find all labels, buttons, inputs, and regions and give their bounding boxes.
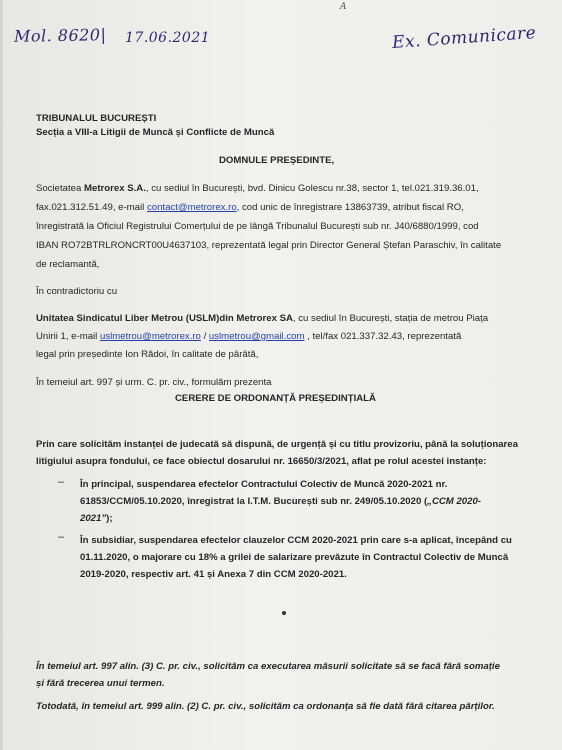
claimant-line-4: IBAN RO72BTRLRONCRT00U4637103, reprezentată legal prin Director General Ștefan Paraschiv, în calitate xyxy=(36,240,502,251)
defendant-email-link-2[interactable]: uslmetrou@gmail.com xyxy=(208,331,305,342)
request-line-2: litigiului asupra fondului, ce face obiectul dosarului nr. 16650/3/2021, aflat pe rolul acestei instanțe: xyxy=(36,456,487,467)
item-1-line-1: În principal, suspendarea efectelor Contractului Colectiv de Muncă 2020-2021 nr. xyxy=(80,479,448,490)
page-edge xyxy=(0,0,3,750)
closing-line-2: și fără trecerea unui termen. xyxy=(36,678,165,689)
court-section: Secția a VIII-a Litigii de Muncă și Conflicte de Muncă xyxy=(36,127,275,138)
closing-line-3: Totodată, în temeiul art. 999 alin. (2) C. pr. civ., solicităm ca ordonanța să fie dată fără citarea părților. xyxy=(36,701,495,712)
item-2-line-2: 01.11.2020, o majorare cu 18% a grilei de salarizare prevăzute în Contractul Colectiv de Muncă xyxy=(80,552,509,563)
claimant-fax: fax.021.312.51.49, e-mail xyxy=(36,202,147,213)
item-2-line-1: În subsidiar, suspendarea efectelor clauzelor CCM 2020-2021 prin care s-a aplicat, începând cu xyxy=(80,535,512,546)
page-dot xyxy=(282,611,286,615)
item-1-abbrev-end: 2021” xyxy=(80,513,107,524)
handwritten-reference: Mol. 8620| xyxy=(13,25,107,46)
defendant-email-link-1[interactable]: uslmetrou@metrorex.ro xyxy=(99,331,201,342)
defendant-line-2 xyxy=(36,330,461,343)
defendant-address-2: Unirii 1, e-mail xyxy=(36,331,100,342)
item-1-end: ); xyxy=(106,513,113,524)
item-1-text: 61853/CCM/05.10.2020, înregistrat la I.T.M. București sub nr. 249/05.10.2020 ( xyxy=(80,496,428,507)
defendant-line-3: legal prin președinte Ion Rădoi, în calitate de pârâtă, xyxy=(36,349,259,360)
court-name: TRIBUNALUL BUCUREȘTI xyxy=(36,113,157,124)
defendant-line-1 xyxy=(36,312,488,325)
handwritten-copy-note: Ex. Comunicare xyxy=(391,22,537,54)
claimant-line-3: înregistrată la Oficiul Registrului Comerțului de pe lângă Tribunalul București sub nr. J40/6880/1999, cod xyxy=(36,221,479,232)
request-line-1: Prin care solicităm instanței de judecată să dispună, de urgență și cu titlu provizoriu, până la soluționarea xyxy=(36,439,518,450)
item-1-line-3 xyxy=(80,512,113,525)
claimant-registration: , cod unic de înregistrare 13863739, atribut fiscal RO, xyxy=(236,202,464,213)
item-2-line-3: 2019-2020, respectiv art. 41 și Anexa 7 din CCM 2020-2021. xyxy=(80,569,347,580)
bullet-2: – xyxy=(58,531,65,543)
defendant-name: Unitatea Sindicatul Liber Metrou (USLM)din Metrorex SA xyxy=(36,313,293,324)
request-title: CERERE DE ORDONANȚĂ PREȘEDINȚIALĂ xyxy=(175,393,376,404)
salutation: DOMNULE PREȘEDINTE, xyxy=(219,155,335,166)
claimant-line-5: de reclamantă, xyxy=(36,259,100,270)
claimant-prefix: Societatea xyxy=(36,183,85,194)
claimant-line-2 xyxy=(36,201,464,214)
claimant-address: , cu sediul în București, bvd. Dinicu Golescu nr.38, sector 1, tel.021.319.36.01, xyxy=(145,183,479,194)
defendant-address: , cu sediul în București, stația de metrou Piața xyxy=(292,313,489,324)
email-separator: / xyxy=(200,331,209,342)
claimant-line-1 xyxy=(36,182,479,195)
closing-line-1: În temeiul art. 997 alin. (3) C. pr. civ., solicităm ca executarea măsurii solicitate să se facă fără somație xyxy=(36,661,500,672)
item-1-abbrev: „CCM 2020- xyxy=(427,496,482,507)
claimant-name: Metrorex S.A. xyxy=(84,183,146,194)
defendant-phone: , tel/fax 021.337.32.43, reprezentată xyxy=(304,331,462,342)
item-1-line-2 xyxy=(80,495,481,508)
handwritten-date: 17.06.2021 xyxy=(125,30,211,46)
bullet-1: – xyxy=(58,476,65,488)
claimant-email-link[interactable]: contact@metrorex.ro xyxy=(146,202,237,213)
contradictory-label: În contradictoriu cu xyxy=(36,286,118,297)
legal-basis: În temeiul art. 997 și urm. C. pr. civ., formulăm prezenta xyxy=(36,377,272,388)
handwritten-mark: A xyxy=(340,2,347,12)
